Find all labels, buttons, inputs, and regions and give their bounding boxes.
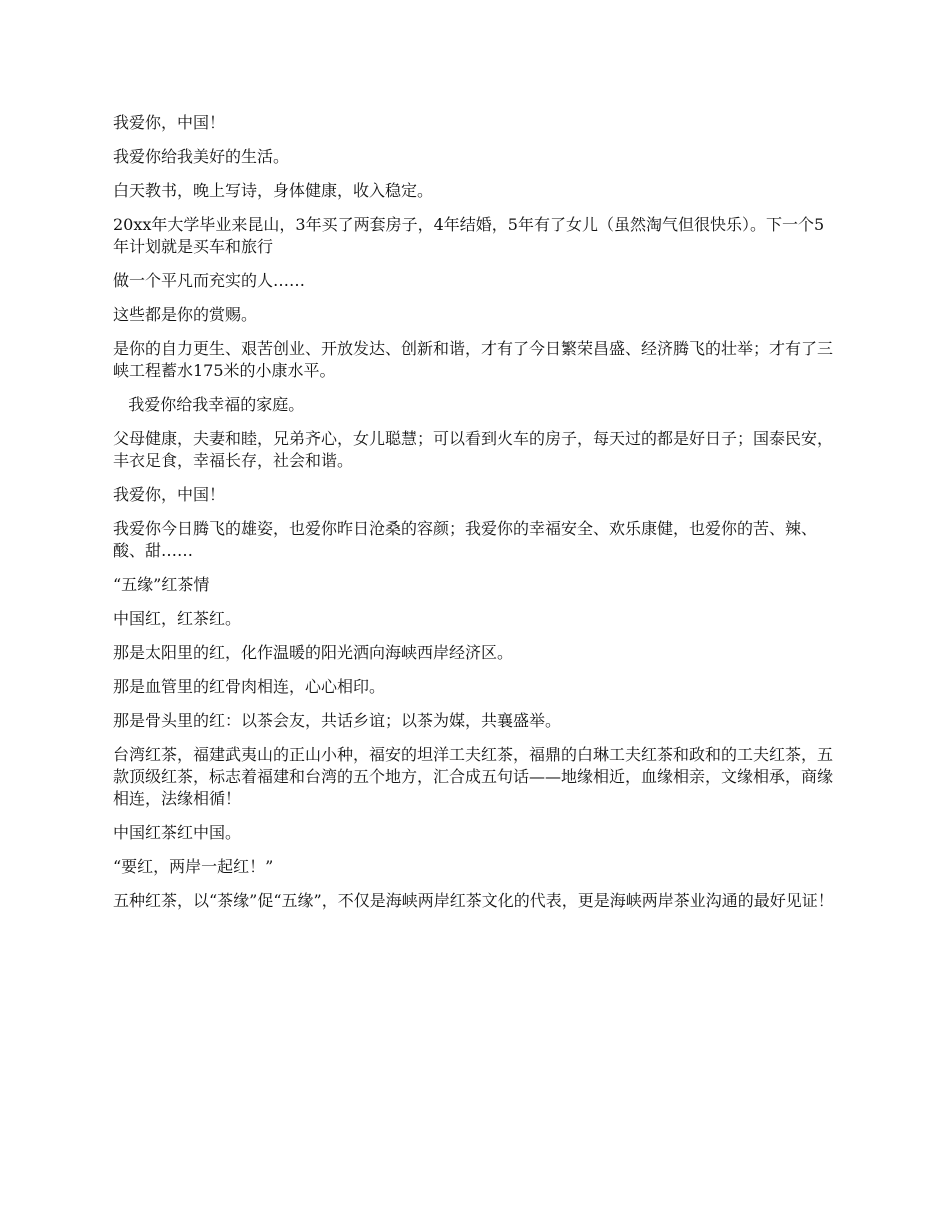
paragraph: 白天教书，晚上写诗，身体健康，收入稳定。 [113, 181, 434, 200]
paragraph: 做一个平凡而充实的人…… [113, 271, 306, 290]
section-heading: “五缘”红茶情 [113, 575, 210, 594]
paragraph: 我爱你，中国！ [113, 113, 226, 132]
paragraph: 我爱你给我美好的生活。 [113, 147, 290, 166]
paragraph: 那是骨头里的红：以茶会友，共话乡谊；以茶为媒，共襄盛举。 [113, 711, 562, 730]
paragraph: 中国红茶红中国。 [113, 823, 242, 842]
paragraph: 台湾红茶，福建武夷山的正山小种，福安的坦洋工夫红茶，福鼎的白琳工夫红茶和政和的工夫红茶，五款顶级红茶，标志着福建和台湾的五个地方，汇合成五句话——地缘相近，血缘相亲，文缘相承，商缘相连，法缘相循！ [113, 745, 834, 808]
paragraph: 中国红，红茶红。 [113, 609, 242, 628]
paragraph: 这些都是你的赏赐。 [113, 305, 258, 324]
paragraph: 我爱你今日腾飞的雄姿，也爱你昨日沧桑的容颜；我爱你的幸福安全、欢乐康健，也爱你的苦、辣、酸、甜…… [113, 519, 818, 560]
paragraph: 是你的自力更生、艰苦创业、开放发达、创新和谐，才有了今日繁荣昌盛、经济腾飞的壮举；才有了三峡工程蓄水175米的小康水平。 [113, 339, 834, 380]
paragraph: 五种红茶，以“茶缘”促“五缘”，不仅是海峡两岸红茶文化的代表，更是海峡两岸茶业沟通的最好见证！ [113, 891, 834, 910]
paragraph: 父母健康，夫妻和睦，兄弟齐心，女儿聪慧；可以看到火车的房子，每天过的都是好日子；国泰民安，丰衣足食，幸福长存，社会和谐。 [113, 429, 834, 470]
paragraph: 我爱你给我幸福的家庭。 [113, 395, 305, 414]
paragraph: “要红，两岸一起红！” [113, 857, 274, 876]
paragraph: 那是太阳里的红，化作温暖的阳光洒向海峡西岸经济区。 [113, 643, 514, 662]
paragraph: 那是血管里的红骨肉相连，心心相印。 [113, 677, 386, 696]
paragraph: 我爱你，中国！ [113, 485, 226, 504]
document-body [113, 112, 839, 924]
paragraph: 20xx年大学毕业来昆山，3年买了两套房子，4年结婚，5年有了女儿（虽然淘气但很快乐）。下一个5年计划就是买车和旅行 [113, 215, 825, 256]
